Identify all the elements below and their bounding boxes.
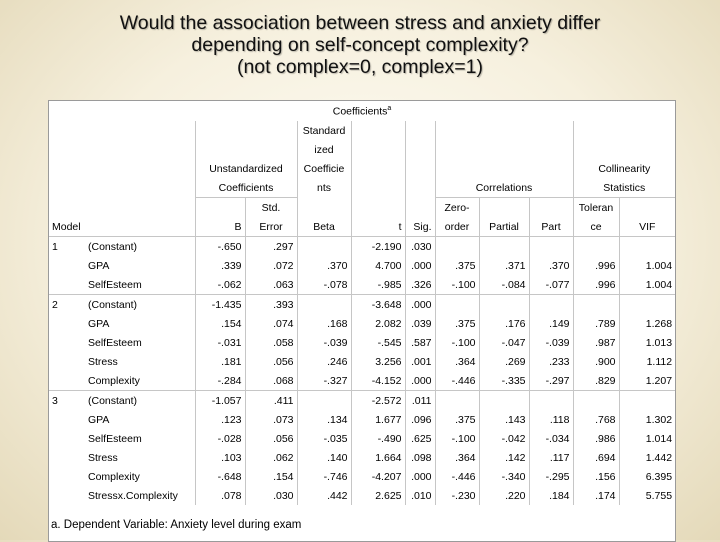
cell-vif: 5.755	[619, 486, 675, 505]
cell-b: -.062	[195, 275, 245, 295]
cell-zero-order: .375	[435, 314, 479, 333]
cell-t: 3.256	[351, 352, 405, 371]
cell-variable: Stress	[88, 355, 118, 368]
col-tol-1: Toleran	[573, 198, 619, 218]
cell-beta: .246	[297, 352, 351, 371]
cell-vif: 1.268	[619, 314, 675, 333]
cell-b: -.028	[195, 429, 245, 448]
cell-partial: -.047	[479, 333, 529, 352]
cell-zero-order: .364	[435, 448, 479, 467]
cell-part: -.077	[529, 275, 573, 295]
cell-partial: -.084	[479, 275, 529, 295]
title-line-3: (not complex=0, complex=1)	[236, 56, 484, 78]
cell-part: .118	[529, 410, 573, 429]
table-body	[49, 237, 675, 506]
table-row	[49, 333, 675, 352]
cell-model	[49, 467, 85, 486]
std-group-label-3: Coefficie	[297, 159, 351, 178]
cell-t: -2.190	[351, 237, 405, 257]
cell-t: -3.648	[351, 295, 405, 315]
table-row	[49, 410, 675, 429]
cell-t: -4.207	[351, 467, 405, 486]
cell-vif	[619, 295, 675, 315]
cell-sig: .010	[405, 486, 435, 505]
unstd-group-label-1: Unstandardized	[195, 159, 297, 178]
col-vif: VIF	[619, 217, 675, 237]
cell-vif: 1.013	[619, 333, 675, 352]
cell-b: -.648	[195, 467, 245, 486]
table-row	[49, 275, 675, 295]
cell-beta: -.039	[297, 333, 351, 352]
cell-t: -.490	[351, 429, 405, 448]
cell-vif: 1.014	[619, 429, 675, 448]
cell-partial: -.335	[479, 371, 529, 391]
cell-zero-order	[435, 295, 479, 315]
cell-sig: .326	[405, 275, 435, 295]
table-row	[49, 352, 675, 371]
col-part: Part	[529, 217, 573, 237]
table-row	[49, 295, 675, 315]
cell-tolerance: .694	[573, 448, 619, 467]
table-caption: Coefficients$^a$	[332, 104, 392, 118]
cell-vif	[619, 237, 675, 257]
cell-sig: .039	[405, 314, 435, 333]
col-se-2: Error	[245, 217, 297, 237]
cell-tolerance	[573, 295, 619, 315]
cell-se: .073	[245, 410, 297, 429]
cell-variable: Complexity	[88, 374, 140, 387]
cell-beta: -.327	[297, 371, 351, 391]
col-b: B	[195, 217, 245, 237]
cell-variable: GPA	[88, 413, 110, 426]
cell-part: -.039	[529, 333, 573, 352]
cell-se: .056	[245, 352, 297, 371]
cell-part	[529, 391, 573, 411]
cell-tolerance: .768	[573, 410, 619, 429]
col-model: Model	[49, 217, 195, 237]
col-beta: Beta	[297, 217, 351, 237]
cell-partial	[479, 237, 529, 257]
cell-model: 1	[49, 237, 85, 257]
coll-group-label-1: Collinearity	[573, 159, 675, 178]
cell-variable: Complexity	[88, 470, 140, 483]
cell-sig: .030	[405, 237, 435, 257]
cell-b: .154	[195, 314, 245, 333]
cell-part: .117	[529, 448, 573, 467]
cell-b: -1.057	[195, 391, 245, 411]
cell-vif: 1.004	[619, 275, 675, 295]
cell-model: 2	[49, 295, 85, 315]
cell-t: -.545	[351, 333, 405, 352]
cell-sig: .011	[405, 391, 435, 411]
cell-t: 2.082	[351, 314, 405, 333]
table-row	[49, 256, 675, 275]
cell-zero-order: -.100	[435, 333, 479, 352]
cell-partial: -.042	[479, 429, 529, 448]
cell-variable: Stressx.Complexity	[88, 489, 178, 502]
cell-b: .181	[195, 352, 245, 371]
cell-b: .123	[195, 410, 245, 429]
cell-model	[49, 410, 85, 429]
cell-sig: .587	[405, 333, 435, 352]
table-row	[49, 429, 675, 448]
std-group-label-4: nts	[297, 178, 351, 198]
cell-beta: .370	[297, 256, 351, 275]
table-row	[49, 467, 675, 486]
cell-vif: 1.442	[619, 448, 675, 467]
cell-sig: .000	[405, 371, 435, 391]
cell-b: -.284	[195, 371, 245, 391]
cell-zero-order: -.230	[435, 486, 479, 505]
cell-zero-order: -.100	[435, 429, 479, 448]
col-zero-2: order	[435, 217, 479, 237]
cell-vif: 6.395	[619, 467, 675, 486]
cell-vif: 1.004	[619, 256, 675, 275]
cell-se: .393	[245, 295, 297, 315]
cell-tolerance: .986	[573, 429, 619, 448]
cell-tolerance: .829	[573, 371, 619, 391]
cell-t: 1.677	[351, 410, 405, 429]
cell-vif: 1.302	[619, 410, 675, 429]
cell-sig: .000	[405, 467, 435, 486]
cell-beta: .134	[297, 410, 351, 429]
title-line-2: depending on self-concept complexity?	[191, 34, 529, 56]
cell-b: .339	[195, 256, 245, 275]
cell-variable: (Constant)	[85, 295, 195, 315]
cell-se: .074	[245, 314, 297, 333]
cell-variable: SelfEsteem	[88, 278, 142, 291]
cell-beta: .442	[297, 486, 351, 505]
cell-sig: .000	[405, 295, 435, 315]
col-zero-1: Zero-	[435, 198, 479, 218]
col-se-1: Std.	[245, 198, 297, 218]
cell-model	[49, 486, 85, 505]
cell-se: .062	[245, 448, 297, 467]
cell-beta	[297, 391, 351, 411]
cell-se: .058	[245, 333, 297, 352]
cell-part: .184	[529, 486, 573, 505]
cell-tolerance	[573, 391, 619, 411]
cell-b: .103	[195, 448, 245, 467]
cell-part	[529, 237, 573, 257]
cell-model	[49, 429, 85, 448]
coefficients-table	[49, 101, 675, 505]
cell-sig: .000	[405, 256, 435, 275]
cell-variable: GPA	[88, 317, 110, 330]
table-header	[49, 101, 675, 237]
cell-model	[49, 314, 85, 333]
cell-part: -.295	[529, 467, 573, 486]
cell-sig: .096	[405, 410, 435, 429]
cell-part: -.297	[529, 371, 573, 391]
cell-partial: .176	[479, 314, 529, 333]
cell-se: .154	[245, 467, 297, 486]
cell-beta: .168	[297, 314, 351, 333]
cell-se: .056	[245, 429, 297, 448]
std-group-label-2: ized	[297, 140, 351, 159]
cell-se: .063	[245, 275, 297, 295]
cell-zero-order: .375	[435, 410, 479, 429]
cell-part	[529, 295, 573, 315]
cell-tolerance: .996	[573, 256, 619, 275]
cell-variable: SelfEsteem	[88, 432, 142, 445]
cell-model	[49, 275, 85, 295]
col-tol-2: ce	[573, 217, 619, 237]
table-row	[49, 314, 675, 333]
cell-se: .072	[245, 256, 297, 275]
cell-t: 2.625	[351, 486, 405, 505]
cell-partial: -.340	[479, 467, 529, 486]
table-row	[49, 237, 675, 257]
coll-group-label-2: Statistics	[573, 178, 675, 198]
cell-partial: .220	[479, 486, 529, 505]
cell-partial: .371	[479, 256, 529, 275]
cell-zero-order: .364	[435, 352, 479, 371]
cell-model	[49, 256, 85, 275]
cell-tolerance: .174	[573, 486, 619, 505]
corr-group-label: Correlations	[435, 178, 573, 198]
cell-t: -4.152	[351, 371, 405, 391]
cell-variable: Stress	[88, 451, 118, 464]
cell-t: -.985	[351, 275, 405, 295]
cell-zero-order: -.446	[435, 467, 479, 486]
cell-zero-order: -.100	[435, 275, 479, 295]
col-partial: Partial	[479, 217, 529, 237]
table-row	[49, 371, 675, 391]
cell-t: 4.700	[351, 256, 405, 275]
cell-tolerance	[573, 237, 619, 257]
cell-sig: .098	[405, 448, 435, 467]
cell-zero-order: .375	[435, 256, 479, 275]
cell-sig: .625	[405, 429, 435, 448]
cell-sig: .001	[405, 352, 435, 371]
cell-variable: GPA	[88, 259, 110, 272]
col-t: t	[351, 217, 405, 237]
cell-model: 3	[49, 391, 85, 411]
cell-zero-order	[435, 391, 479, 411]
cell-part: .370	[529, 256, 573, 275]
table-row	[49, 486, 675, 505]
cell-partial	[479, 391, 529, 411]
unstd-group-label-2: Coefficients	[195, 178, 297, 198]
cell-se: .030	[245, 486, 297, 505]
cell-part: -.034	[529, 429, 573, 448]
cell-t: -2.572	[351, 391, 405, 411]
cell-model	[49, 333, 85, 352]
slide-title	[0, 12, 720, 78]
cell-tolerance: .789	[573, 314, 619, 333]
cell-partial: .143	[479, 410, 529, 429]
cell-beta: -.035	[297, 429, 351, 448]
cell-part: .149	[529, 314, 573, 333]
cell-beta: -.078	[297, 275, 351, 295]
table-row	[49, 391, 675, 411]
cell-b: -1.435	[195, 295, 245, 315]
cell-partial: .269	[479, 352, 529, 371]
col-sig: Sig.	[405, 217, 435, 237]
cell-model	[49, 371, 85, 391]
cell-part: .233	[529, 352, 573, 371]
cell-beta	[297, 237, 351, 257]
cell-model	[49, 448, 85, 467]
cell-beta	[297, 295, 351, 315]
cell-beta: -.746	[297, 467, 351, 486]
table-row	[49, 448, 675, 467]
cell-partial: .142	[479, 448, 529, 467]
cell-t: 1.664	[351, 448, 405, 467]
cell-variable: (Constant)	[85, 237, 195, 257]
cell-tolerance: .987	[573, 333, 619, 352]
cell-vif: 1.207	[619, 371, 675, 391]
cell-beta: .140	[297, 448, 351, 467]
cell-variable: SelfEsteem	[88, 336, 142, 349]
cell-zero-order	[435, 237, 479, 257]
cell-tolerance: .156	[573, 467, 619, 486]
cell-tolerance: .996	[573, 275, 619, 295]
cell-b: -.031	[195, 333, 245, 352]
cell-variable: (Constant)	[85, 391, 195, 411]
cell-b: .078	[195, 486, 245, 505]
cell-model	[49, 352, 85, 371]
title-line-1: Would the association between stress and anxiety differ	[119, 12, 601, 34]
table-footnote: a. Dependent Variable: Anxiety level during exam	[51, 519, 302, 531]
cell-se: .297	[245, 237, 297, 257]
cell-se: .068	[245, 371, 297, 391]
cell-b: -.650	[195, 237, 245, 257]
cell-zero-order: -.446	[435, 371, 479, 391]
coefficients-table-panel	[48, 100, 676, 542]
cell-vif	[619, 391, 675, 411]
cell-se: .411	[245, 391, 297, 411]
cell-vif: 1.112	[619, 352, 675, 371]
std-group-label-1: Standard	[297, 121, 351, 140]
cell-tolerance: .900	[573, 352, 619, 371]
cell-partial	[479, 295, 529, 315]
